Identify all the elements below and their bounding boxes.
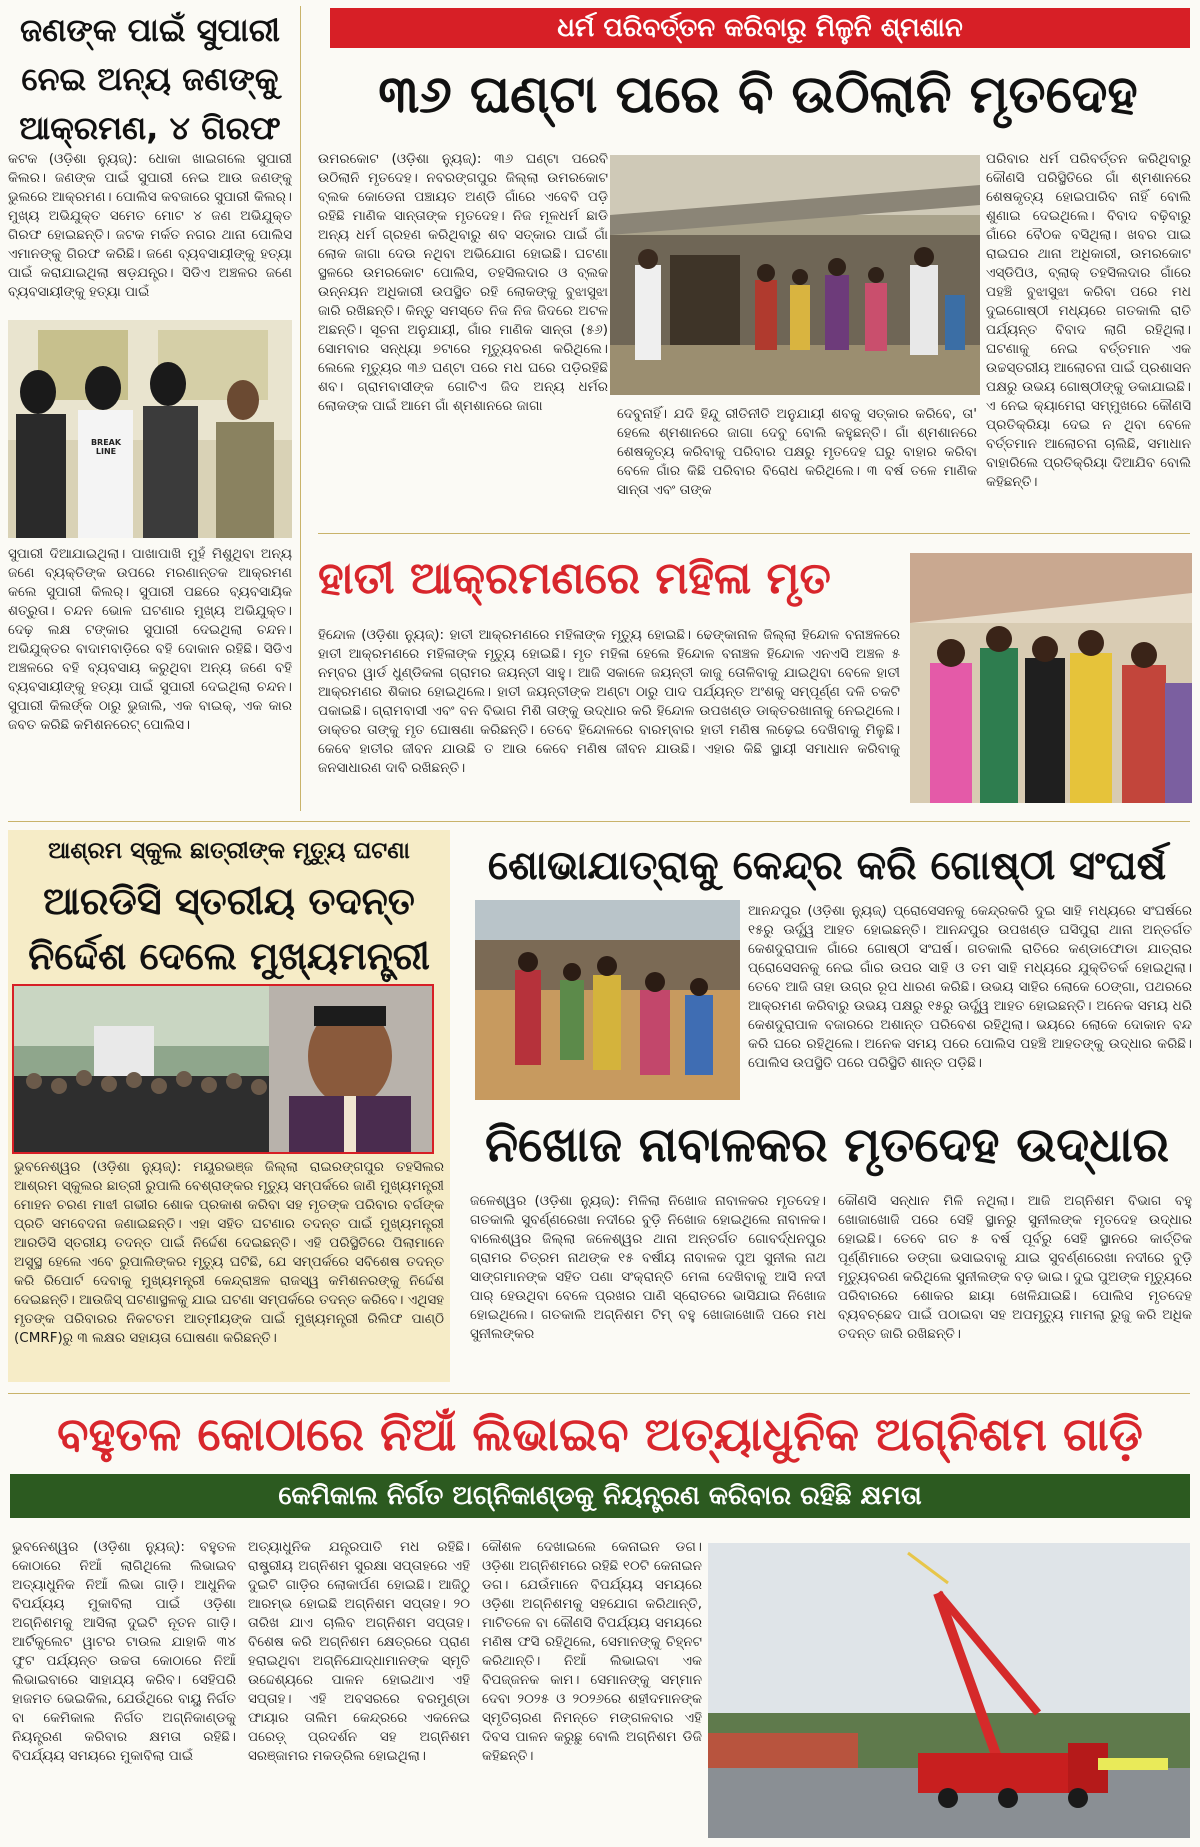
crem-village-photo [610, 155, 980, 395]
ashram-headline: ଆରଡିସି ସ୍ତରୀୟ ତଦନ୍ତ ନିର୍ଦ୍ଦେଶ ଦେଲେ ମୁଖ୍ୟମନ୍ତ୍ରୀ [28, 879, 430, 978]
crem-body-col1: ଉମରକୋଟ (ଓଡ଼ିଶା ନ୍ୟୁଜ୍): ୩୬ ଘଣ୍ଟା ପରେବି ଉଠିଲାନି ମୃତଦେହ। ନବରଙ୍ଗପୁର ଜିଲ୍ଲା ଉମରକୋଟ ବ୍ଲକ କୋଡେନା ପଞ୍ଚାୟତ ଅଣ୍ଡି ଗାଁରେ ଏବେବି ପଡ଼ି ରହିଛି ମାଣିକ ସାନ୍ତାଙ୍କ ମୃତଦେହ। ନିଜ ମୂଳଧର୍ମ ଛାଡି ଅନ୍ୟ ଧର୍ମ ଗ୍ରହଣ କରିଥିବାରୁ ଶବ ସତ୍କାର ପାଇଁ ଗାଁ ଲୋକ ଜାଗା ଦେଉ ନଥିବା ଅଭିଯୋଗ ହୋଇଛି। ଘଟଣା ସ୍ଥଳରେ ଉମରକୋଟ ପୋଲିସ, ତହସିଲଦାର ଓ ବ୍ଲକ ଉନ୍ନୟନ ଅଧିକାରୀ ଉପସ୍ଥିତ ରହି ଲୋକଙ୍କୁ ବୁଝାସୁଝା ଜାରି ରଖିଛନ୍ତି। କିନ୍ତୁ ସମସ୍ତେ ନିଜ ନିଜ ଜିଦରେ ଅଟଳ ଅଛନ୍ତି। ସୂଚନା ଅନୁଯାୟୀ, ଗାଁର ମାଣିକ ସାନ୍ତା (୫୬) ସୋମବାର ସନ୍ଧ୍ୟା ୭ଟାରେ ମୃତ୍ୟୁବରଣ କରିଥିଲେ। ଲେଲେ ମୃତ୍ୟୁର ୩୬ ଘଣ୍ଟା ପରେ ମଧ ଘରେ ପଡ଼ିରହିଛି ଶବ। ଗ୍ରାମବାସୀଙ୍କ ଗୋଟିଏ ଜିଦ ଅନ୍ୟ ଧର୍ମର ଲୋକଙ୍କ ପାଇଁ ଆମେ ଗାଁ ଶ୍ମଶାନରେ ଜାଗା [318, 151, 608, 414]
elephant-women-photo [910, 553, 1192, 803]
supari-arrest-photo [8, 320, 292, 538]
procession-body: ଆନନ୍ଦପୁର (ଓଡ଼ିଶା ନ୍ୟୁଜ୍) ପ୍ରୋସେସନକୁ କେନ୍ଦ୍ରକରି ଦୁଇ ସାହି ମଧ୍ୟରେ ସଂଘର୍ଷରେ ୧୫ରୁ ଊର୍ଦ୍ଧ୍ୱ ଆହତ ହୋଇଛନ୍ତି। ଆନନ୍ଦପୁର ଉପଖଣ୍ଡ ଘସିପୁରା ଥାନା ଅନ୍ତର୍ଗତ କେଶଦୁରାପାଳ ଗାଁରେ ଗୋଷ୍ଠୀ ସଂଘର୍ଷ। ଗତକାଲି ରାତିରେ କଣ୍ଡାଫୋଡା ଯାତ୍ରାର ପ୍ରୋସେସନକୁ ନେଇ ଗାଁର ଉପର ସାହି ଓ ତମ ସାହି ମଧ୍ୟରେ ଯୁକ୍ତିତର୍କ ହୋଇଥିଲା। ତେବେ ଆଜି ତାହା ଉଗ୍ର ରୂପ ଧାରଣ କରିଛି। ଉଭୟ ସାହିର ଲୋକେ ଠେଙ୍ଗା, ପଥରରେ ଆକ୍ରମଣ କରିବାରୁ ଉଭୟ ପକ୍ଷରୁ ୧୫ରୁ ଊର୍ଦ୍ଧ୍ୱ ଆହତ ହୋଇଛନ୍ତି। ଅନେକ ସମୟ ଧରି କେଶଦୁରାପାଳ ବଜାରରେ ଅଶାନ୍ତ ପରିବେଶ ରହିଥିଲା। ଭୟରେ ଲୋକେ ଦୋକାନ ବନ୍ଦ କରି ଘରେ ରହିଥିଲେ। ଅନେକ ସମୟ ପରେ ପୋଲିସ ପହଞ୍ଚି ଆହତଙ୍କୁ ଉଦ୍ଧାର କରିଛି। ପୋଲିସ ଉପସ୍ଥିତି ପରେ ପରିସ୍ଥିତି ଶାନ୍ତ ପଡ଼ିଛି। [748, 903, 1192, 1071]
section-divider [318, 533, 1190, 534]
supari-body-bottom: ସୁପାରୀ ଦିଆଯାଇଥିଲା। ପାଖାପାଖି ମୁହଁ ମିଶୁଥିବା ଅନ୍ୟ ଜଣେ ବ୍ୟକ୍ତିଙ୍କ ଉପରେ ମରଣାନ୍ତକ ଆକ୍ରମଣ କଲେ ସୁପାରୀ କିଲର୍। ସୁପାରୀ ପଛରେ ବ୍ୟବସାୟିକ ଶତ୍ରୁତା। ଚନ୍ଦନ ଭୋଳ ଘଟଣାର ମୁଖ୍ୟ ଅଭିଯୁକ୍ତ। ଦେଢ଼ ଲକ୍ଷ ଟଙ୍କାର ସୁପାରୀ ଦେଇଥିଲା ଚନ୍ଦନ। ଅଭିଯୁକ୍ତର ବାଦାମବାଡ଼ିରେ ବହି ଦୋକାନ ରହିଛି। ସିଡିଏ ଅଞ୍ଚଳରେ ବହି ବ୍ୟବସାୟ କରୁଥିବା ଅନ୍ୟ ଜଣେ ବହି ବ୍ୟବସାୟୀଙ୍କୁ ହତ୍ୟା ପାଇଁ ସୁପାରୀ ଦେଇଥିଲା ଚନ୍ଦନ। ସୁପାରୀ କିଲର୍ଙ୍କ ଠାରୁ ଭୁଜାଲି, ଏକ ବାଇକ୍, ଏକ କାର ଜବତ କରିଛି କମିଶନରେଟ୍ ପୋଲିସ। [8, 546, 292, 733]
supari-headline: ଜଣଙ୍କ ପାଇଁ ସୁପାରୀ ନେଇ ଅନ୍ୟ ଜଣଙ୍କୁ ଆକ୍ରମଣ, ୪ ଗିରଫ [19, 11, 281, 147]
supari-photo-shirt-label: BREAK LINE [90, 438, 122, 456]
procession-headline: ଶୋଭାଯାତ୍ରାକୁ କେନ୍ଦ୍ର କରି ଗୋଷ୍ଠୀ ସଂଘର୍ଷ [487, 843, 1167, 889]
crem-body-col2: ଦେବୁନାହିଁ। ଯଦି ହିନ୍ଦୁ ରୀତିନୀତି ଅନୁଯାୟୀ ଶବକୁ ସତ୍କାର କରିବେ, ତା' ହେଲେ ଶ୍ମଶାନରେ ଜାଗା ଦେବୁ ବୋଲି କହୁଛନ୍ତି। ଗାଁ ଶ୍ମଶାନରେ ଶେଷକୃତ୍ୟ କରିବାକୁ ପରିବାର ପକ୍ଷରୁ ମୃତଦେହ ଘରୁ ବାହାର କରିବା ବେଳେ ଗାଁର କିଛି ପରିବାର ବିରୋଧ କରିଥିଲେ। ୩ ବର୍ଷ ତଳେ ମାଣିକ ସାନ୍ତା ଏବଂ ତାଙ୍କ [617, 406, 977, 498]
crem-headline: ୩୬ ଘଣ୍ଟା ପରେ ବି ଉଠିଲାନି ମୃତଦେହ [378, 65, 1138, 125]
ashram-kicker: ଆଶ୍ରମ ସ୍କୁଲ ଛାତ୍ରୀଙ୍କ ମୃତ୍ୟୁ ଘଟଣା [48, 838, 410, 864]
minor-body-col1: ଜଳେଶ୍ୱର (ଓଡ଼ିଶା ନ୍ୟୁଜ୍): ମିଳିଲା ନିଖୋଜ ନାବାଳକର ମୃତଦେହ। ଗତକାଲି ସୁବର୍ଣ୍ଣରେଖା ନଦୀରେ ବୁଡ଼ି ନିଖୋଜ ହୋଇଥିଲେ ନାବାଳକ। ବାଲେଶ୍ୱର ଜିଲ୍ଲା ଜଳେଶ୍ୱର ଥାନା ଅନ୍ତର୍ଗତ ଗୋବର୍ଦ୍ଧନପୁର ଗ୍ରାମର ଚିତ୍ରମ ନାଥଙ୍କ ୧୫ ବର୍ଷୀୟ ନାବାଳକ ପୁଅ ସୁନୀଲ ନାଥ ସାଙ୍ଗମାନଙ୍କ ସହିତ ପଣା ସଂକ୍ରାନ୍ତି ମେଳା ଦେଖିବାକୁ ଆସି ନଦୀ ପାର୍ ହେଉଥିବା ବେଳେ ପ୍ରଖର ପାଣି ସ୍ରୋତରେ ଭାସିଯାଇ ନିଖୋଜ ହୋଇଥିଲେ। ଗତକାଲି ଅଗ୍ନିଶମ ଟିମ୍ ବହୁ ଖୋଜାଖୋଜି ପରେ ମଧ ସୁନୀଲଙ୍କର [470, 1193, 826, 1342]
elephant-body: ହିନ୍ଦୋଳ (ଓଡ଼ିଶା ନ୍ୟୁଜ୍): ହାତୀ ଆକ୍ରମଣରେ ମହିଳାଙ୍କ ମୃତ୍ୟୁ ହୋଇଛି। ଢେଙ୍କାନାଳ ଜିଲ୍ଲା ହିନ୍ଦୋଳ ବନାଞ୍ଚଳରେ ହାତୀ ଆକ୍ରମଣରେ ମହିଳାଙ୍କ ମୃତ୍ୟୁ ହୋଇଛି। ମୃତ ମହିଳା ହେଲେ ହିନ୍ଦୋଳ ବନାଞ୍ଚଳ ହିନ୍ଦୋଳ ଏନଏସି ଅଞ୍ଚଳ ୫ ନମ୍ବର ୱାର୍ଡ ଧୁଣ୍ଡିକଳା ଗ୍ରାମର ଜୟନ୍ତୀ ସାହୁ। ଆଜି ସକାଳେ ଜୟନ୍ତୀ କାଜୁ ତୋଳିବାକୁ ଯାଇଥିବା ବେଳେ ହାତୀ ଆକ୍ରମଣର ଶିକାର ହୋଇଥିଲେ। ହାତୀ ଜୟନ୍ତୀଙ୍କ ଅଣ୍ଟା ଠାରୁ ପାଦ ପର୍ଯ୍ୟନ୍ତ ଅଂଶକୁ ସମ୍ପୂର୍ଣ୍ଣ ଦଳି ଚକଟି ପକାଇଛି। ଗ୍ରାମବାସୀ ଏବଂ ବନ ବିଭାଗ ମିଶି ତାଙ୍କୁ ଉଦ୍ଧାର କରି ହିନ୍ଦୋଳ ଉପଖଣ୍ଡ ଡାକ୍ତରଖାନାକୁ ନେଇଥିଲେ। ଡାକ୍ତର ତାଙ୍କୁ ମୃତ ଘୋଷଣା କରିଛନ୍ତି। ତେବେ ହିନ୍ଦୋଳରେ ବାରମ୍ବାର ହାତୀ ମଣିଷ ଲଢ଼େଇ ଦେଖିବାକୁ ମିଳୁଛି। କେବେ ହାତୀର ଜୀବନ ଯାଉଛି ତ ଆଉ କେବେ ମଣିଷ ଜୀବନ ଯାଉଛି। ଏହାର କିଛି ସ୍ଥାୟୀ ସମାଧାନ କରିବାକୁ ଜନସାଧାରଣ ଦାବି ରଖିଛନ୍ତି। [318, 627, 900, 776]
crem-kicker-banner: ଧର୍ମ ପରିବର୍ତ୍ତନ କରିବାରୁ ମିଳୁନି ଶ୍ମଶାନ [330, 8, 1190, 48]
fire-kicker-banner: କେମିକାଲ ନିର୍ଗତ ଅଗ୍ନିକାଣ୍ଡକୁ ନିୟନ୍ତ୍ରଣ କରିବାର ରହିଛି କ୍ଷମତା [10, 1474, 1190, 1518]
fire-truck-photo [708, 1543, 1190, 1838]
ashram-body: ଭୁବନେଶ୍ୱର (ଓଡ଼ିଶା ନ୍ୟୁଜ୍): ମୟୂରଭଞ୍ଜ ଜିଲ୍ଲା ରାଇରଙ୍ଗପୁର ତହସିଲର ଆଶ୍ରମ ସ୍କୁଲର ଛାତ୍ରୀ ରୁପାଲି ବେଶ୍ରାଙ୍କର ମୃତ୍ୟୁ ସମ୍ପର୍କରେ ଜାଣି ମୁଖ୍ୟମନ୍ତ୍ରୀ ମୋହନ ଚରଣ ମାଝୀ ଗଭୀର ଶୋକ ପ୍ରକାଶ କରିବା ସହ ମୃତଙ୍କ ପରିବାର ବର୍ଗଙ୍କ ପ୍ରତି ସମବେଦନା ଜଣାଇଛନ୍ତି। ଏହା ସହିତ ଘଟଣାର ତଦନ୍ତ ପାଇଁ ମୁଖ୍ୟମନ୍ତ୍ରୀ ଆରଡିସି ସ୍ତରୀୟ ତଦନ୍ତ ପାଇଁ ନିର୍ଦ୍ଦେଶ ଦେଇଛନ୍ତି। ଏହି ପରିସ୍ଥିତିରେ ପିଲାମାନେ ଅସୁସ୍ଥ ହେଲେ ଏବେ ରୁପାଲିଙ୍କର ମୃତ୍ୟୁ ଘଟିଛି, ଯେ ସମ୍ପର୍କରେ ସବିଶେଷ ତଦନ୍ତ କରି ରିପୋର୍ଟ ଦେବାକୁ ମୁଖ୍ୟମନ୍ତ୍ରୀ କେନ୍ଦ୍ରାଞ୍ଚଳ ରାଜସ୍ୱ କମିଶନରଙ୍କୁ ନିର୍ଦ୍ଦେଶ ଦେଇଛନ୍ତି। ଆଉଜିସ୍ ଘଟଣାସ୍ଥଳକୁ ଯାଇ ଘଟଣା ସମ୍ପର୍କରେ ତଦନ୍ତ କରିବେ। ଏଥିସହ ମୃତଙ୍କ ପରିବାରର ନିକଟତମ ଆତ୍ମୀୟଙ୍କ ପାଇଁ ମୁଖ୍ୟମନ୍ତ୍ରୀ ରିଲିଫ ପାଣ୍ଠି (CMRF)ରୁ ୩ ଲକ୍ଷର ସହାୟତା ଘୋଷଣା କରିଛନ୍ତି। [14, 1159, 444, 1346]
minor-headline: ନିଖୋଜ ନାବାଳକର ମୃତଦେହ ଉଦ୍ଧାର [484, 1117, 1170, 1173]
crem-body-col3: ପରିବାର ଧର୍ମ ପରିବର୍ତ୍ତନ କରିଥିବାରୁ କୌଣସି ପରିସ୍ଥିତିରେ ଗାଁ ଶ୍ମଶାନରେ ଶେଷକୃତ୍ୟ ହୋଇପାରିବ ନାହିଁ ବୋଲି ଶୁଣାଇ ଦେଇଥିଲେ। ବିବାଦ ବଢ଼ିବାରୁ ଗାଁରେ ବୈଠକ ବସିଥିଲା। ଖବର ପାଇ ରାଇଘର ଥାନା ଅଧିକାରୀ, ଉମରକୋଟ ଏସ୍ଡିପିଓ, ବ୍ଲାକ୍ ତହସିଲଦାର ଗାଁରେ ପହଞ୍ଚି ବୁଝାସୁଝା କରିବା ପରେ ମଧ ଦୁଇଗୋଷ୍ଠୀ ମଧ୍ୟରେ ଗତକାଲି ରାତି ପର୍ଯ୍ୟନ୍ତ ବିବାଦ ଲାଗି ରହିଥିଲା। ଘଟଣାକୁ ନେଇ ବର୍ତ୍ତମାନ ଏକ ଉଚ୍ଚସ୍ତରୀୟ ଆଲୋଚନା ପାଇଁ ପ୍ରଶାସନ ପକ୍ଷରୁ ଉଭୟ ଗୋଷ୍ଠୀଙ୍କୁ ଡକାଯାଇଛି। ଏ ନେଇ କ୍ୟାମେରା ସମ୍ମୁଖରେ କୌଣସି ପ୍ରତିକ୍ରିୟା ଦେଇ ନ ଥିବା ବେଳେ ବର୍ତ୍ତମାନ ଆଲୋଚନା ଚାଲିଛି, ସମାଧାନ ବାହାରିଲେ ପ୍ରତିକ୍ରିୟା ଦିଆଯିବ ବୋଲି କହିଛନ୍ତି। [986, 151, 1191, 490]
column-divider [300, 6, 301, 811]
section-divider [8, 1393, 1190, 1394]
supari-body-top: କଟକ (ଓଡ଼ିଶା ନ୍ୟୁଜ୍): ଧୋକା ଖାଇଗଲେ ସୁପାରୀ କିଲର। ଜଣଙ୍କ ପାଇଁ ସୁପାରୀ ନେଇ ଆଉ ଜଣଙ୍କୁ ଭୁଲରେ ଆକ୍ରମଣ। ପୋଲିସ କବଜାରେ ସୁପାରୀ କିଲର୍। ମୁଖ୍ୟ ଅଭିଯୁକ୍ତ ସମେତ ମୋଟ ୪ ଜଣ ଅଭିଯୁକ୍ତ ଗିରଫ ହୋଇଛନ୍ତି। ଜଟକ ମର୍କତ ନଗର ଥାନା ପୋଲିସ ଏମାନଙ୍କୁ ଗିରଫ କରିଛି। ଜଣେ ବ୍ୟବସାୟୀଙ୍କୁ ହତ୍ୟା ପାଇଁ କରାଯାଇଥିଲା ଷଡ଼ଯନ୍ତ୍ର। ସିଡିଏ ଅଞ୍ଚଳର ଜଣେ ବ୍ୟବସାୟୀଙ୍କୁ ହତ୍ୟା ପାଇଁ [8, 151, 292, 300]
ashram-photo [12, 984, 434, 1154]
fire-body-col1: ଭୁବନେଶ୍ୱର (ଓଡ଼ିଶା ନ୍ୟୁଜ୍): ବହୁତଳ କୋଠାରେ ନିଆଁ ଲାଗିଥିଲେ ଲିଭାଇବ ଅତ୍ୟାଧୁନିକ ନିଆଁ ଲିଭା ଗାଡ଼ି। ଆଧୁନିକ ବିପର୍ଯ୍ୟୟ ମୁକାବିଲା ପାଇଁ ଓଡ଼ିଶା ଅଗ୍ନିଶମକୁ ଆସିଲା ଦୁଇଟି ନୂତନ ଗାଡ଼ି। ଆର୍ଟିକୁଲେଟ ୱାଟର ଟାଉଲ ଯାହାକି ୩୪ ଫୁଟ ପର୍ଯ୍ୟନ୍ତ ଉଚ୍ଚତା କୋଠାରେ ନିଆଁ ଲିଭାଇବାରେ ସାହାଯ୍ୟ କରିବ। ସେହିପରି ହାଜମତ ଭେଇକିଲ, ଯେଉଁଥିରେ ବାୟୁ ନିର୍ଗତ ବା କେମିକାଲ ନିର୍ଗତ ଅଗ୍ନିକାଣ୍ଡକୁ ନିୟନ୍ତ୍ରଣ କରିବାର କ୍ଷମତା ରହିଛି। ବିପର୍ଯ୍ୟୟ ସମୟରେ ମୁକାବିଲା ପାଇଁ [12, 1539, 236, 1764]
elephant-headline: ହାତୀ ଆକ୍ରମଣରେ ମହିଳା ମୃତ [318, 553, 831, 604]
procession-clash-photo [475, 900, 740, 1100]
fire-headline: ବହୁତଳ କୋଠାରେ ନିଆଁ ଲିଭାଇବ ଅତ୍ୟାଧୁନିକ ଅଗ୍ନିଶମ ଗାଡ଼ି [57, 1407, 1143, 1461]
section-divider [8, 821, 1190, 822]
fire-body-col3: କୌଶଳ ଦେଖାଇଲେ କେନାଇନ ଡଗ। ଓଡ଼ିଶା ଅଗ୍ନିଶମରେ ରହିଛି ୧୦ଟି କେନାଇନ ଡଗ। ଯେଉଁମାନେ ବିପର୍ଯ୍ୟୟ ସମୟରେ ଓଡ଼ିଶା ଅଗ୍ନିଶମକୁ ସହଯୋଗ କରିଥାନ୍ତି, ମାଟିତଳେ ବା କୌଣସି ବିପର୍ଯ୍ୟୟ ସମୟରେ ମଣିଷ ଫସି ରହିଥିଲେ, ସେମାନଙ୍କୁ ଚିହ୍ନଟ କରିଥାନ୍ତି। ନିଆଁ ଲିଭାଇବା ଏକ ବିପଜ୍ଜନକ କାମ। ସେମାନଙ୍କୁ ସମ୍ମାନ ଦେବା ୨୦୨୫ ଓ ୨୦୨୬ରେ ଶହୀଦମାନଙ୍କ ସ୍ମୃତିଚାରଣ ନିମନ୍ତେ ମଙ୍ଗଳବାର ଏହି ଦିବସ ପାଳନ କରୁଛୁ ବୋଲି ଅଗ୍ନିଶମ ଡିଜି କହିଛନ୍ତି। [482, 1539, 702, 1764]
fire-body-col2: ଅତ୍ୟାଧୁନିକ ଯନ୍ତ୍ରପାତି ମଧ ରହିଛି। ରାଷ୍ଟ୍ରୀୟ ଅଗ୍ନିଶମ ସୁରକ୍ଷା ସପ୍ତାହରେ ଏହି ଦୁଇଟି ଗାଡ଼ିର ଲୋକାର୍ପଣ ହୋଇଛି। ଆଜିଠୁ ଆରମ୍ଭ ହୋଇଛି ଅଗ୍ନିଶମ ସପ୍ତାହ। ୨୦ ତାରିଖ ଯାଏ ଚାଲିବ ଅଗ୍ନିଶମ ସପ୍ତାହ। ବିଶେଷ କରି ଅଗ୍ନିଶମ କ୍ଷେତ୍ରରେ ପ୍ରାଣ ହରାଇଥିବା ଅଗ୍ନିଯୋଦ୍ଧାମାନଙ୍କ ସ୍ମୃତି ଉଦ୍ଦେଶ୍ୟରେ ପାଳନ ହୋଇଥାଏ ଏହି ସପ୍ତାହ। ଏହି ଅବସରରେ ବରମୁଣ୍ଡା ଫାୟାର ତାଲିମ କେନ୍ଦ୍ରରେ ଏକନେଇ ପରେଡ଼୍ ପ୍ରଦର୍ଶନ ସହ ଅଗ୍ନିଶମ ସରଞ୍ଜାମର ମକଡ୍ରିଲ ହୋଇଥିଲା। [248, 1539, 470, 1764]
minor-body-col2: କୌଣସି ସନ୍ଧାନ ମିଳି ନଥିଲା। ଆଜି ଅଗ୍ନିଶମ ବିଭାଗ ବହୁ ଖୋଜାଖୋଜି ପରେ ସେହି ସ୍ଥାନରୁ ସୁନୀଲଙ୍କ ମୃତଦେହ ଉଦ୍ଧାର ହୋଇଛି। ତେବେ ଗତ ୫ ବର୍ଷ ପୂର୍ବରୁ ସେହି ସ୍ଥାନରେ କାର୍ତ୍ତିକ ପୂର୍ଣ୍ଣିମାରେ ଡଙ୍ଗା ଭସାଇବାକୁ ଯାଇ ସୁବର୍ଣ୍ଣରେଖା ନଦୀରେ ବୁଡ଼ି ମୃତ୍ୟୁବରଣ କରିଥିଲେ ସୁନୀଲଙ୍କ ବଡ଼ ଭାଇ। ଦୁଇ ପୁଅଙ୍କ ମୃତ୍ୟୁରେ ପରିବାରରେ ଶୋକର ଛାୟା ଖେଳିଯାଇଛି। ପୋଲିସ ମୃତଦେହ ବ୍ୟବଚ୍ଛେଦ ପାଇଁ ପଠାଇବା ସହ ଅପମୃତ୍ୟୁ ମାମଲା ରୁଜୁ କରି ଅଧିକ ତଦନ୍ତ ଜାରି ରଖିଛନ୍ତି। [838, 1193, 1192, 1342]
